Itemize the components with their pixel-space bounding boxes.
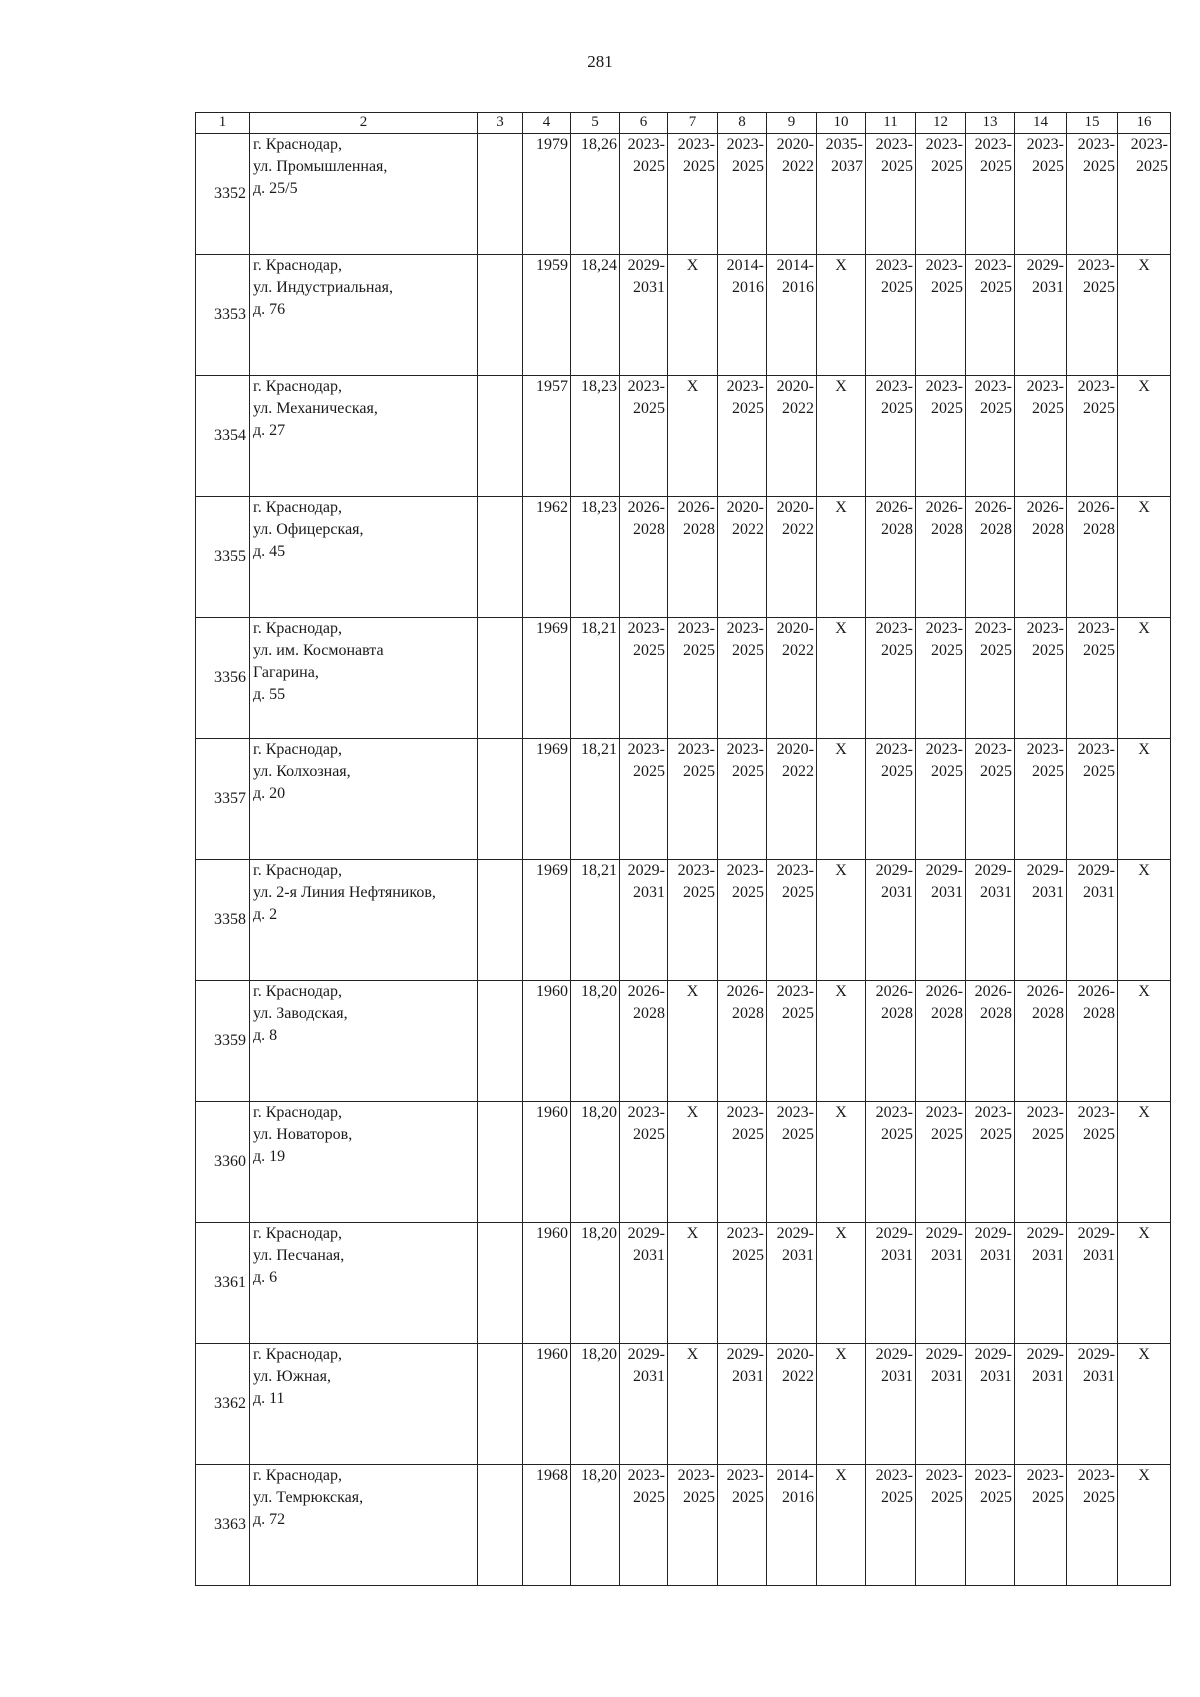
column-header: 7 xyxy=(668,113,718,134)
address-cell: г. Краснодар, ул. Индустриальная, д. 76 xyxy=(250,255,478,376)
repair-period-cell: 2029- 2031 xyxy=(620,860,668,981)
repair-period-cell: 2023- 2025 xyxy=(966,1102,1015,1223)
repair-period-cell: 2023- 2025 xyxy=(668,618,718,739)
column-header: 6 xyxy=(620,113,668,134)
repair-period-cell: 2029- 2031 xyxy=(916,1223,966,1344)
repair-period-cell: 2023- 2025 xyxy=(620,376,668,497)
address-cell: г. Краснодар, ул. Песчаная, д. 6 xyxy=(250,1223,478,1344)
repair-period-cell: 2023- 2025 xyxy=(1015,134,1067,255)
build-year-cell: 1969 xyxy=(523,618,571,739)
repair-period-cell: X xyxy=(1118,860,1171,981)
repair-period-cell: 2023- 2025 xyxy=(1015,376,1067,497)
column-header: 5 xyxy=(571,113,620,134)
repair-period-cell: X xyxy=(1118,497,1171,618)
repair-period-cell: 2023- 2025 xyxy=(1015,739,1067,860)
repair-period-cell: 2026- 2028 xyxy=(668,497,718,618)
build-year-cell: 1960 xyxy=(523,1344,571,1465)
repair-period-cell: X xyxy=(1118,1465,1171,1586)
column-header: 8 xyxy=(718,113,767,134)
table-row xyxy=(196,255,1171,376)
repair-period-cell: 2023- 2025 xyxy=(916,134,966,255)
repair-period-cell: 2023- 2025 xyxy=(1015,1465,1067,1586)
repair-period-cell: 2026- 2028 xyxy=(1015,497,1067,618)
repair-period-cell: 2023- 2025 xyxy=(1067,1465,1118,1586)
table-row xyxy=(196,497,1171,618)
repair-period-cell: 2029- 2031 xyxy=(620,1344,668,1465)
repair-period-cell: 2023- 2025 xyxy=(966,1465,1015,1586)
repair-period-cell: 2029- 2031 xyxy=(1015,255,1067,376)
column-3-cell xyxy=(478,618,523,739)
repair-period-cell: 2029- 2031 xyxy=(916,1344,966,1465)
column-3-cell xyxy=(478,1102,523,1223)
repair-period-cell: 2023- 2025 xyxy=(1067,134,1118,255)
repair-period-cell: 2023- 2025 xyxy=(1015,1102,1067,1223)
wear-value-cell: 18,20 xyxy=(571,1344,620,1465)
repair-period-cell: 2026- 2028 xyxy=(1067,981,1118,1102)
repair-period-cell: 2020- 2022 xyxy=(767,376,817,497)
row-number: 3361 xyxy=(196,1223,250,1344)
repair-period-cell: X xyxy=(817,981,866,1102)
repair-period-cell: 2023- 2025 xyxy=(1067,739,1118,860)
repair-period-cell: 2023- 2025 xyxy=(718,376,767,497)
repair-period-cell: 2029- 2031 xyxy=(620,255,668,376)
row-number: 3352 xyxy=(196,134,250,255)
repair-period-cell: 2023- 2025 xyxy=(620,1465,668,1586)
build-year-cell: 1979 xyxy=(523,134,571,255)
repair-period-cell: 2023- 2025 xyxy=(620,1102,668,1223)
repair-period-cell: 2023- 2025 xyxy=(718,1465,767,1586)
build-year-cell: 1960 xyxy=(523,981,571,1102)
column-header: 11 xyxy=(866,113,916,134)
row-number: 3362 xyxy=(196,1344,250,1465)
repair-period-cell: 2023- 2025 xyxy=(718,1102,767,1223)
repair-period-cell: X xyxy=(668,376,718,497)
building-registry-table xyxy=(195,112,1171,1586)
wear-value-cell: 18,20 xyxy=(571,1465,620,1586)
repair-period-cell: 2023- 2025 xyxy=(718,739,767,860)
repair-period-cell: 2023- 2025 xyxy=(1067,376,1118,497)
repair-period-cell: 2029- 2031 xyxy=(1067,860,1118,981)
repair-period-cell: 2023- 2025 xyxy=(1067,1102,1118,1223)
column-3-cell xyxy=(478,739,523,860)
table-row xyxy=(196,1102,1171,1223)
wear-value-cell: 18,20 xyxy=(571,1102,620,1223)
table-row xyxy=(196,1223,1171,1344)
column-header: 2 xyxy=(250,113,478,134)
column-header: 4 xyxy=(523,113,571,134)
repair-period-cell: 2023- 2025 xyxy=(966,255,1015,376)
repair-period-cell: 2023- 2025 xyxy=(1067,618,1118,739)
repair-period-cell: 2023- 2025 xyxy=(1015,618,1067,739)
wear-value-cell: 18,26 xyxy=(571,134,620,255)
column-3-cell xyxy=(478,134,523,255)
repair-period-cell: 2023- 2025 xyxy=(916,1102,966,1223)
repair-period-cell: 2029- 2031 xyxy=(620,1223,668,1344)
repair-period-cell: 2026- 2028 xyxy=(718,981,767,1102)
repair-period-cell: 2023- 2025 xyxy=(966,134,1015,255)
column-3-cell xyxy=(478,1223,523,1344)
repair-period-cell: X xyxy=(668,1223,718,1344)
column-3-cell xyxy=(478,255,523,376)
column-3-cell xyxy=(478,497,523,618)
repair-period-cell: 2020- 2022 xyxy=(767,618,817,739)
repair-period-cell: 2029- 2031 xyxy=(1015,860,1067,981)
repair-period-cell: X xyxy=(668,255,718,376)
repair-period-cell: 2023- 2025 xyxy=(718,1223,767,1344)
table-row xyxy=(196,1465,1171,1586)
repair-period-cell: 2023- 2025 xyxy=(668,1465,718,1586)
address-cell: г. Краснодар, ул. Южная, д. 11 xyxy=(250,1344,478,1465)
wear-value-cell: 18,20 xyxy=(571,981,620,1102)
row-number: 3355 xyxy=(196,497,250,618)
build-year-cell: 1968 xyxy=(523,1465,571,1586)
repair-period-cell: 2020- 2022 xyxy=(767,497,817,618)
row-number: 3358 xyxy=(196,860,250,981)
wear-value-cell: 18,20 xyxy=(571,1223,620,1344)
repair-period-cell: X xyxy=(1118,618,1171,739)
repair-period-cell: X xyxy=(668,1102,718,1223)
repair-period-cell: X xyxy=(817,1465,866,1586)
repair-period-cell: X xyxy=(668,1344,718,1465)
row-number: 3360 xyxy=(196,1102,250,1223)
repair-period-cell: X xyxy=(817,497,866,618)
column-header: 15 xyxy=(1067,113,1118,134)
row-number: 3357 xyxy=(196,739,250,860)
repair-period-cell: X xyxy=(817,1223,866,1344)
wear-value-cell: 18,24 xyxy=(571,255,620,376)
repair-period-cell: 2023- 2025 xyxy=(866,739,916,860)
repair-period-cell: 2023- 2025 xyxy=(767,981,817,1102)
repair-period-cell: X xyxy=(1118,1223,1171,1344)
repair-period-cell: X xyxy=(817,739,866,860)
repair-period-cell: 2029- 2031 xyxy=(866,1223,916,1344)
repair-period-cell: 2023- 2025 xyxy=(1118,134,1171,255)
repair-period-cell: 2026- 2028 xyxy=(916,981,966,1102)
repair-period-cell: 2023- 2025 xyxy=(916,255,966,376)
table-row xyxy=(196,376,1171,497)
repair-period-cell: 2023- 2025 xyxy=(668,134,718,255)
table-row xyxy=(196,618,1171,739)
repair-period-cell: 2026- 2028 xyxy=(620,981,668,1102)
repair-period-cell: X xyxy=(817,860,866,981)
column-header: 14 xyxy=(1015,113,1067,134)
page-number: 281 xyxy=(587,52,613,71)
repair-period-cell: 2026- 2028 xyxy=(866,497,916,618)
repair-period-cell: 2029- 2031 xyxy=(767,1223,817,1344)
column-3-cell xyxy=(478,376,523,497)
address-cell: г. Краснодар, ул. 2-я Линия Нефтяников, д. 2 xyxy=(250,860,478,981)
repair-period-cell: 2023- 2025 xyxy=(668,860,718,981)
repair-period-cell: X xyxy=(1118,739,1171,860)
table-row xyxy=(196,981,1171,1102)
repair-period-cell: 2023- 2025 xyxy=(767,1102,817,1223)
repair-period-cell: 2026- 2028 xyxy=(966,981,1015,1102)
repair-period-cell: 2023- 2025 xyxy=(916,618,966,739)
address-cell: г. Краснодар, ул. Механическая, д. 27 xyxy=(250,376,478,497)
build-year-cell: 1957 xyxy=(523,376,571,497)
address-cell: г. Краснодар, ул. Заводская, д. 8 xyxy=(250,981,478,1102)
repair-period-cell: 2029- 2031 xyxy=(916,860,966,981)
row-number: 3356 xyxy=(196,618,250,739)
address-cell: г. Краснодар, ул. Офицерская, д. 45 xyxy=(250,497,478,618)
repair-period-cell: 2023- 2025 xyxy=(1067,255,1118,376)
row-number: 3359 xyxy=(196,981,250,1102)
repair-period-cell: 2026- 2028 xyxy=(966,497,1015,618)
repair-period-cell: X xyxy=(817,255,866,376)
repair-period-cell: 2029- 2031 xyxy=(718,1344,767,1465)
build-year-cell: 1962 xyxy=(523,497,571,618)
wear-value-cell: 18,23 xyxy=(571,497,620,618)
repair-period-cell: 2023- 2025 xyxy=(767,860,817,981)
repair-period-cell: 2029- 2031 xyxy=(1015,1223,1067,1344)
repair-period-cell: 2023- 2025 xyxy=(866,134,916,255)
repair-period-cell: 2026- 2028 xyxy=(916,497,966,618)
repair-period-cell: 2023- 2025 xyxy=(916,376,966,497)
repair-period-cell: 2014- 2016 xyxy=(767,255,817,376)
repair-period-cell: 2029- 2031 xyxy=(866,1344,916,1465)
repair-period-cell: X xyxy=(668,981,718,1102)
repair-period-cell: 2023- 2025 xyxy=(866,255,916,376)
repair-period-cell: 2023- 2025 xyxy=(916,739,966,860)
repair-period-cell: X xyxy=(817,1344,866,1465)
repair-period-cell: X xyxy=(817,618,866,739)
wear-value-cell: 18,21 xyxy=(571,618,620,739)
repair-period-cell: 2023- 2025 xyxy=(866,1465,916,1586)
table-row xyxy=(196,134,1171,255)
column-header: 13 xyxy=(966,113,1015,134)
column-header: 10 xyxy=(817,113,866,134)
repair-period-cell: 2029- 2031 xyxy=(966,1223,1015,1344)
build-year-cell: 1959 xyxy=(523,255,571,376)
repair-period-cell: 2023- 2025 xyxy=(866,618,916,739)
repair-period-cell: 2020- 2022 xyxy=(767,739,817,860)
repair-period-cell: 2023- 2025 xyxy=(966,618,1015,739)
repair-period-cell: 2023- 2025 xyxy=(718,618,767,739)
repair-period-cell: 2029- 2031 xyxy=(866,860,916,981)
row-number: 3353 xyxy=(196,255,250,376)
repair-period-cell: X xyxy=(1118,255,1171,376)
address-cell: г. Краснодар, ул. Промышленная, д. 25/5 xyxy=(250,134,478,255)
wear-value-cell: 18,21 xyxy=(571,860,620,981)
repair-period-cell: 2026- 2028 xyxy=(1067,497,1118,618)
build-year-cell: 1960 xyxy=(523,1102,571,1223)
repair-period-cell: 2023- 2025 xyxy=(620,618,668,739)
repair-period-cell: 2026- 2028 xyxy=(1015,981,1067,1102)
repair-period-cell: 2026- 2028 xyxy=(866,981,916,1102)
column-header: 1 xyxy=(196,113,250,134)
repair-period-cell: 2023- 2025 xyxy=(966,376,1015,497)
row-number: 3363 xyxy=(196,1465,250,1586)
repair-period-cell: 2029- 2031 xyxy=(966,1344,1015,1465)
address-cell: г. Краснодар, ул. им. Космонавта Гагарина, д. 55 xyxy=(250,618,478,739)
column-header: 12 xyxy=(916,113,966,134)
registry-body xyxy=(196,134,1171,1586)
repair-period-cell: 2020- 2022 xyxy=(767,1344,817,1465)
table-row xyxy=(196,860,1171,981)
column-header: 16 xyxy=(1118,113,1171,134)
address-cell: г. Краснодар, ул. Новаторов, д. 19 xyxy=(250,1102,478,1223)
repair-period-cell: 2035- 2037 xyxy=(817,134,866,255)
build-year-cell: 1960 xyxy=(523,1223,571,1344)
column-3-cell xyxy=(478,981,523,1102)
address-cell: г. Краснодар, ул. Темрюкская, д. 72 xyxy=(250,1465,478,1586)
repair-period-cell: X xyxy=(1118,1102,1171,1223)
repair-period-cell: 2014- 2016 xyxy=(767,1465,817,1586)
repair-period-cell: 2020- 2022 xyxy=(767,134,817,255)
repair-period-cell: 2029- 2031 xyxy=(1067,1344,1118,1465)
repair-period-cell: 2023- 2025 xyxy=(866,1102,916,1223)
repair-period-cell: 2023- 2025 xyxy=(668,739,718,860)
column-header: 9 xyxy=(767,113,817,134)
repair-period-cell: X xyxy=(1118,1344,1171,1465)
repair-period-cell: 2023- 2025 xyxy=(966,739,1015,860)
repair-period-cell: 2023- 2025 xyxy=(916,1465,966,1586)
repair-period-cell: 2023- 2025 xyxy=(718,134,767,255)
wear-value-cell: 18,23 xyxy=(571,376,620,497)
row-number: 3354 xyxy=(196,376,250,497)
build-year-cell: 1969 xyxy=(523,739,571,860)
build-year-cell: 1969 xyxy=(523,860,571,981)
column-number-header-row xyxy=(196,113,1171,134)
table-row xyxy=(196,739,1171,860)
column-header: 3 xyxy=(478,113,523,134)
repair-period-cell: X xyxy=(817,1102,866,1223)
repair-period-cell: 2026- 2028 xyxy=(620,497,668,618)
repair-period-cell: 2029- 2031 xyxy=(1015,1344,1067,1465)
repair-period-cell: 2023- 2025 xyxy=(620,134,668,255)
repair-period-cell: 2020- 2022 xyxy=(718,497,767,618)
repair-period-cell: X xyxy=(1118,981,1171,1102)
column-3-cell xyxy=(478,1344,523,1465)
column-3-cell xyxy=(478,860,523,981)
table-row xyxy=(196,1344,1171,1465)
repair-period-cell: X xyxy=(1118,376,1171,497)
repair-period-cell: 2029- 2031 xyxy=(1067,1223,1118,1344)
repair-period-cell: 2014- 2016 xyxy=(718,255,767,376)
column-3-cell xyxy=(478,1465,523,1586)
repair-period-cell: X xyxy=(817,376,866,497)
repair-period-cell: 2029- 2031 xyxy=(966,860,1015,981)
wear-value-cell: 18,21 xyxy=(571,739,620,860)
repair-period-cell: 2023- 2025 xyxy=(718,860,767,981)
address-cell: г. Краснодар, ул. Колхозная, д. 20 xyxy=(250,739,478,860)
repair-period-cell: 2023- 2025 xyxy=(866,376,916,497)
repair-period-cell: 2023- 2025 xyxy=(620,739,668,860)
